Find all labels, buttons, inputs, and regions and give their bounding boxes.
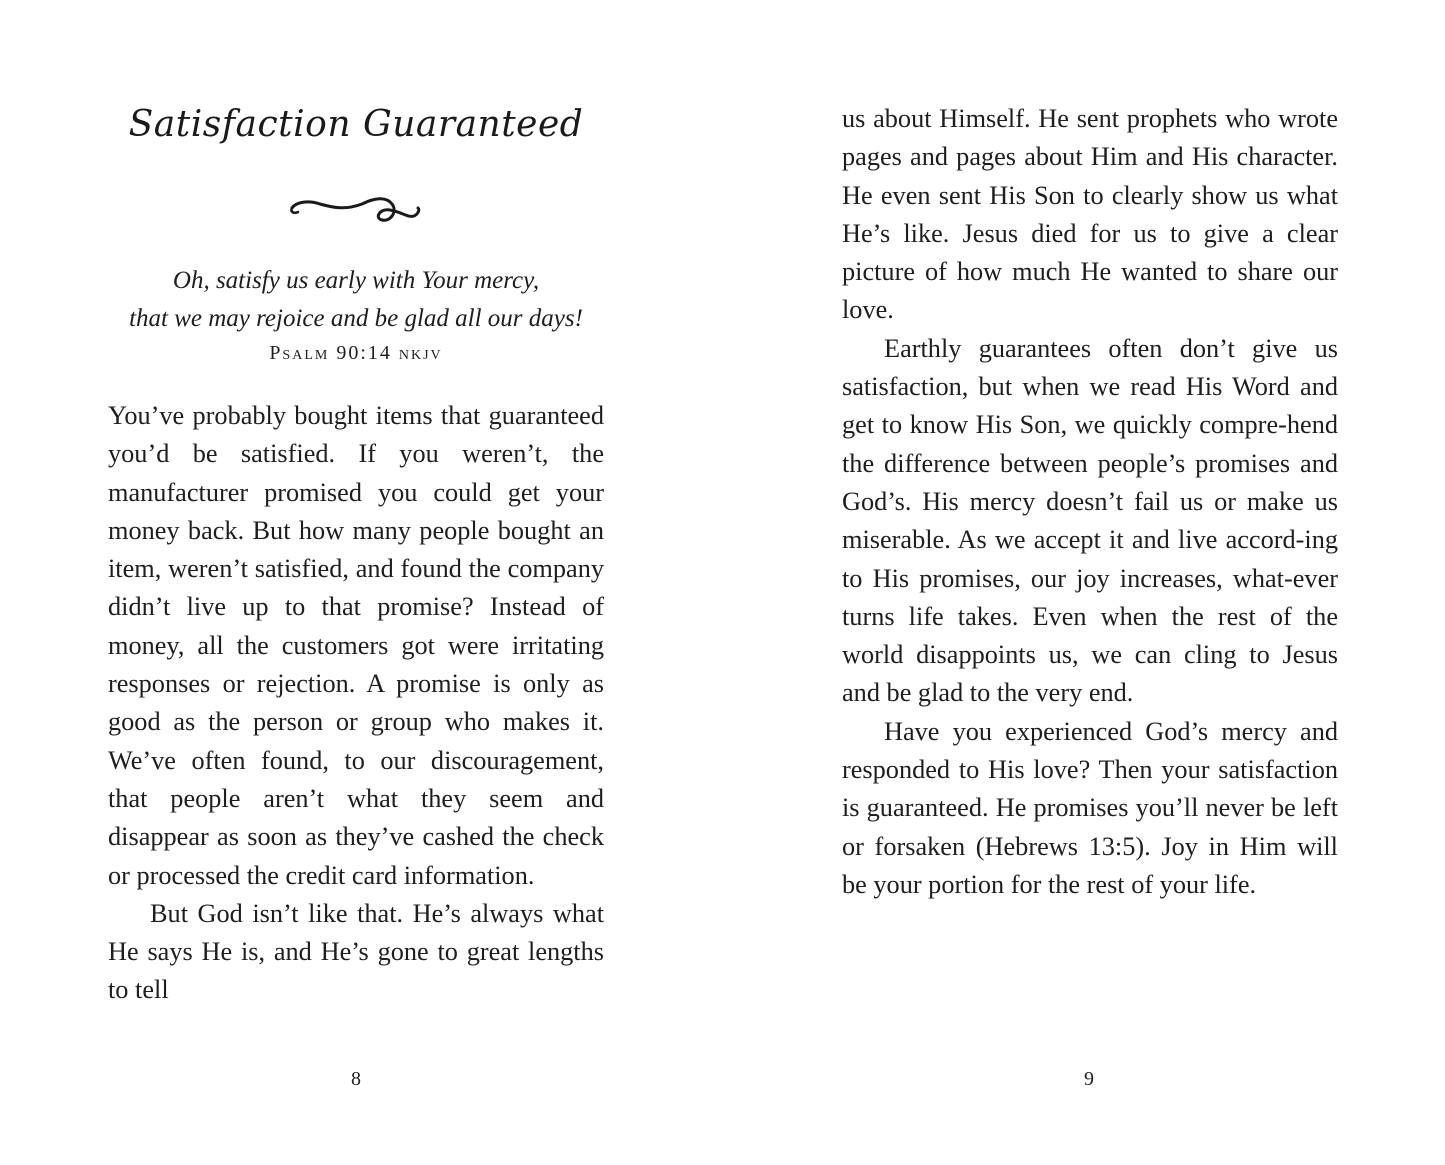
verse-line-1: Oh, satisfy us early with Your mercy, [172,267,540,294]
paragraph: You’ve probably bought items that guaranteed you’d be satisfied. If you weren’t, the manufacturer promised you could get your money back. But how many people bought an item, weren’t satisfied, and found the company didn’t live up to that promise? Instead of money, all the customers got were irritating responses or rejection. A promise is only as good as the person or group who makes it. We’ve often found, to our discouragement, that people aren’t what they seem and disappear as soon as they’ve cashed the check or processed the credit card information. [108,401,604,890]
paragraph: Earthly guarantees often don’t give us satisfaction, but when we read His Word and get to know His Son, we quickly compre-hend the difference between people’s promises and God’s. His mercy doesn’t fail us or make us miserable. As we accept it and live accord-ing to His promises, our joy increases, what-ever turns life takes. Even when the rest of the world disappoints us, we can cling to Jesus and be glad to the very end. [842,333,1338,708]
page-number: 8 [351,1068,361,1090]
left-body-text [108,397,604,1010]
verse-reference: Psalm 90:14 nkjv [269,342,443,364]
verse-line-2: that we may rejoice and be glad all our days! [129,305,583,332]
epigraph-verse [108,262,604,338]
left-page [0,0,722,1165]
paragraph: Have you experienced God’s mercy and responded to His love? Then your satisfaction is guaranteed. He promises you’ll never be left or forsaken (Hebrews 13:5). Joy in Him will be your portion for the rest of your life. [842,716,1338,899]
paragraph: But God isn’t like that. He’s always what He says He is, and He’s gone to great lengths to tell [108,898,604,1005]
scroll-flourish-ornament-icon [286,186,426,230]
paragraph: us about Himself. He sent prophets who wrote pages and pages about Him and His character. He even sent His Son to clearly show us what He’s like. Jesus died for us to give a clear picture of how much He wanted to share our love. [842,104,1338,325]
right-body-text [842,100,1338,904]
right-page [722,0,1445,1165]
chapter-title: Satisfaction Guaranteed [128,104,584,145]
page-number: 9 [1084,1068,1094,1090]
